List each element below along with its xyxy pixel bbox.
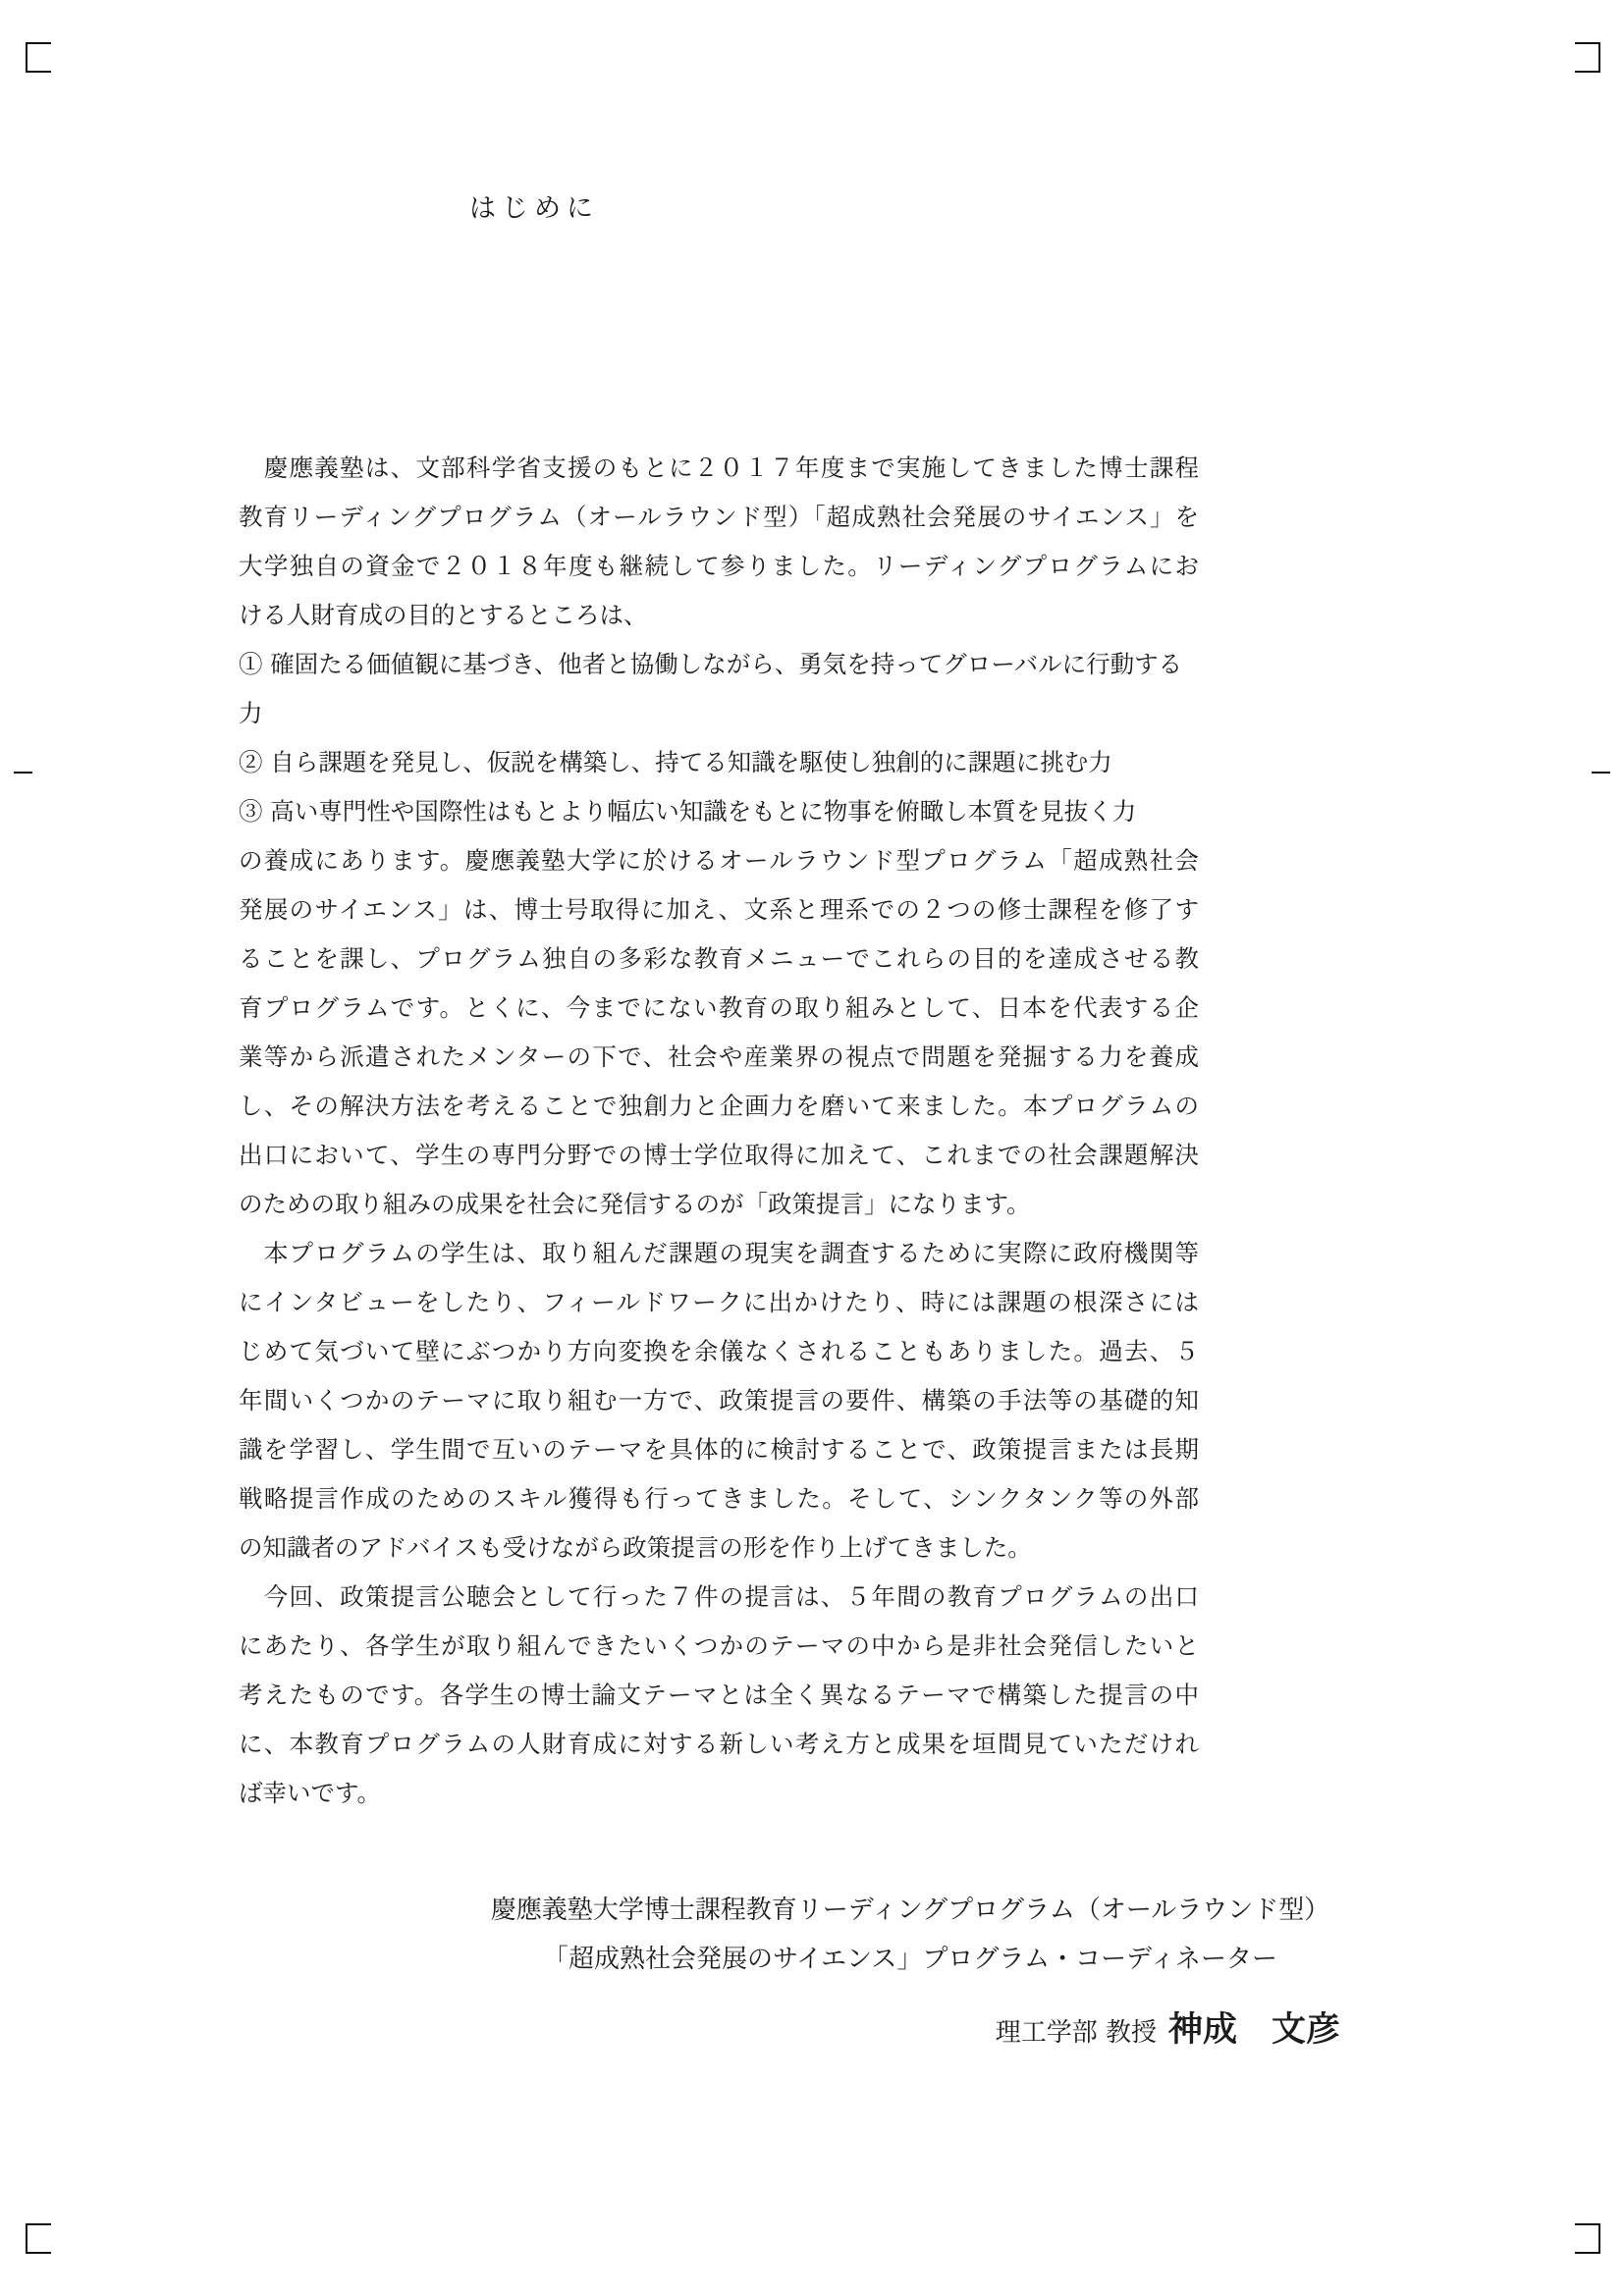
paragraph-2 [239,1229,1199,1573]
body-line: に、本教育プログラムの人財育成に対する新しい考え方と成果を垣間見ていただけれ [239,1730,1199,1758]
body-line: ることを課し、プログラム独自の多彩な教育メニューでこれらの目的を達成させる教 [239,944,1199,973]
body-line: にあたり、各学生が取り組んできたいくつかのテーマの中から是非社会発信したいと [239,1631,1199,1660]
paragraph-1 [239,444,1199,1229]
body-line-numbered-1: ① 確固たる価値観に基づき、他者と協働しながら、勇気を持ってグローバルに行動する力 [239,650,1183,727]
signature-name: 神成 文彦 [1167,2009,1340,2050]
document-body [239,444,1199,1818]
signature-affiliation: 理工学部 教授 [995,2018,1157,2048]
body-line: の養成にあります。慶應義塾大学に於けるオールラウンド型プログラム「超成熟社会 [239,846,1199,875]
body-line: 出口において、学生の専門分野での博士学位取得に加えて、これまでの社会課題解決 [239,1141,1199,1169]
body-line: 大学独自の資金で２０１８年度も継続して参りました。リーディングプログラムにお [239,552,1199,580]
page-title: はじめに [469,193,599,224]
body-line: 識を学習し、学生間で互いのテーマを具体的に検討することで、政策提言または長期 [239,1435,1199,1464]
body-line: 慶應義塾は、文部科学省支援のもとに２０１７年度まで実施してきました博士課程 [239,454,1199,482]
signature-program-line-2: 「超成熟社会発展のサイエンス」プログラム・コーディネーター [542,1945,1278,1974]
crop-mark-middle-right-icon [1592,772,1610,774]
crop-mark-bottom-left-icon [26,2223,51,2254]
body-line: 今回、政策提言公聴会として行った７件の提言は、５年間の教育プログラムの出口 [239,1582,1199,1611]
crop-mark-top-left-icon [26,42,51,73]
body-line: 考えたものです。各学生の博士論文テーマとは全く異なるテーマで構築した提言の中 [239,1681,1199,1709]
body-line: ける人財育成の目的とするところは、 [239,601,648,629]
crop-mark-top-right-icon [1575,42,1600,73]
crop-mark-bottom-right-icon [1575,2223,1600,2254]
body-line: のための取り組みの成果を社会に発信するのが「政策提言」になります。 [239,1190,1031,1218]
signature-name-line [0,2002,1340,2052]
body-line: 業等から派遣されたメンターの下で、社会や産業界の視点で問題を発掘する力を養成 [239,1042,1199,1071]
body-line: にインタビューをしたり、フィールドワークに出かけたり、時には課題の根深さには [239,1288,1199,1316]
paragraph-3 [239,1573,1199,1818]
body-line: 発展のサイエンス」は、博士号取得に加え、文系と理系での２つの修士課程を修了す [239,895,1199,924]
body-line: 戦略提言作成のためのスキル獲得も行ってきました。そして、シンクタンク等の外部 [239,1484,1199,1513]
crop-mark-middle-left-icon [14,772,32,774]
body-line-numbered-2: ② 自ら課題を発見し、仮説を構築し、持てる知識を駆使し独創的に課題に挑む力 [239,748,1112,776]
body-line: じめて気づいて壁にぶつかり方向変換を余儀なくされることもありました。過去、５ [239,1337,1199,1365]
body-line: ば幸いです。 [239,1779,382,1807]
body-line: の知識者のアドバイスも受けながら政策提言の形を作り上げてきました。 [239,1533,1032,1562]
body-line: 教育リーディングプログラム（オールラウンド型）「超成熟社会発展のサイエンス」を [239,503,1199,531]
body-line: 本プログラムの学生は、取り組んだ課題の現実を調査するために実際に政府機関等 [239,1239,1199,1267]
signature-program-line-1: 慶應義塾大学博士課程教育リーディングプログラム（オールラウンド型） [490,1896,1330,1925]
body-line: 育プログラムです。とくに、今までにない教育の取り組みとして、日本を代表する企 [239,993,1199,1022]
body-line: し、その解決方法を考えることで独創力と企画力を磨いて来ました。本プログラムの [239,1092,1199,1120]
body-line-numbered-3: ③ 高い専門性や国際性はもとより幅広い知識をもとに物事を俯瞰し本質を見抜く力 [239,797,1137,826]
body-line: 年間いくつかのテーマに取り組む一方で、政策提言の要件、構築の手法等の基礎的知 [239,1386,1199,1415]
